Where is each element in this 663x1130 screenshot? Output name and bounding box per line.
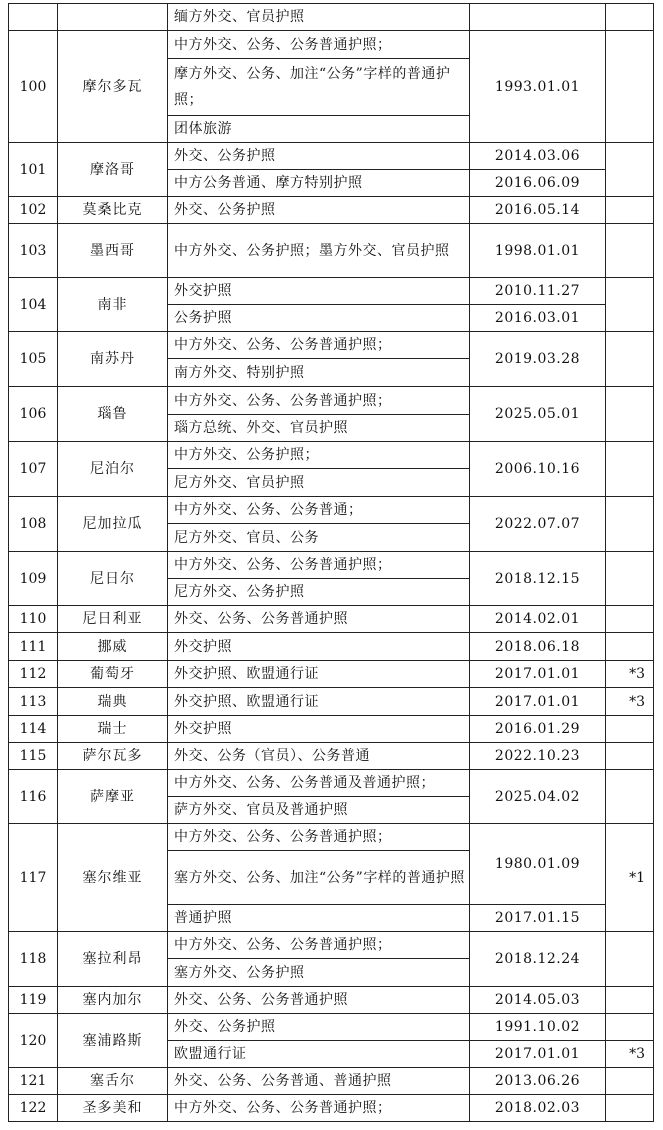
row-number: 116 (9, 770, 58, 824)
effective-date: 2017.01.01 (470, 661, 606, 688)
note-mark (606, 497, 654, 552)
country-name (58, 4, 168, 31)
effective-date: 2022.07.07 (470, 497, 606, 552)
country-name: 尼日尔 (58, 552, 168, 606)
row-number: 106 (9, 387, 58, 442)
table-row (9, 606, 654, 633)
note-mark (606, 442, 654, 497)
country-name: 墨西哥 (58, 224, 168, 278)
effective-date: 2017.01.15 (470, 905, 606, 932)
passport-type: 中方外交、公务护照；墨方外交、官员护照 (168, 224, 470, 278)
passport-type: 中方外交、公务、公务普通护照； (168, 932, 470, 959)
note-mark (606, 224, 654, 278)
row-number: 111 (9, 633, 58, 661)
passport-type: 中方公务普通、摩方特别护照 (168, 170, 470, 197)
table-row (9, 497, 654, 524)
passport-type: 欧盟通行证 (168, 1041, 470, 1068)
note-mark (606, 332, 654, 387)
note-mark: *3 (606, 688, 654, 716)
country-name: 塞舌尔 (58, 1068, 168, 1095)
effective-date: 2025.04.02 (470, 770, 606, 824)
effective-date: 2019.03.28 (470, 332, 606, 387)
country-name: 塞浦路斯 (58, 1014, 168, 1068)
table-row (9, 633, 654, 661)
note-mark (606, 1095, 654, 1122)
country-name: 萨摩亚 (58, 770, 168, 824)
note-mark (606, 4, 654, 31)
passport-type: 中方外交、公务、公务普通护照； (168, 387, 470, 415)
effective-date: 2017.01.01 (470, 1041, 606, 1068)
row-number: 108 (9, 497, 58, 552)
note-mark (606, 987, 654, 1014)
note-mark: *3 (606, 1041, 654, 1068)
table-row (9, 824, 654, 851)
note-mark (606, 387, 654, 442)
table-row (9, 688, 654, 716)
table-row (9, 332, 654, 359)
note-mark (606, 31, 654, 143)
row-number: 117 (9, 824, 58, 932)
effective-date: 2014.03.06 (470, 143, 606, 170)
passport-type: 外交、公务护照 (168, 1014, 470, 1041)
row-number: 119 (9, 987, 58, 1014)
effective-date: 2018.12.15 (470, 552, 606, 606)
effective-date: 2010.11.27 (470, 278, 606, 305)
country-name: 瑞士 (58, 716, 168, 743)
passport-type: 南方外交、特别护照 (168, 359, 470, 387)
table-row (9, 143, 654, 170)
passport-type: 外交护照 (168, 278, 470, 305)
note-mark: *1 (606, 824, 654, 932)
table-row (9, 442, 654, 469)
note-mark (606, 1068, 654, 1095)
country-name: 圣多美和 (58, 1095, 168, 1122)
table-row (9, 4, 654, 31)
passport-type: 塞方外交、公务、加注“公务”字样的普通护照 (168, 851, 470, 905)
country-name: 尼加拉瓜 (58, 497, 168, 552)
table-row (9, 716, 654, 743)
table-row (9, 197, 654, 224)
table-row (9, 278, 654, 305)
passport-type: 中方外交、公务、公务普通护照； (168, 332, 470, 359)
passport-type: 外交、公务、公务普通、普通护照 (168, 1068, 470, 1095)
effective-date: 2022.10.23 (470, 743, 606, 770)
note-mark (606, 716, 654, 743)
country-name: 摩尔多瓦 (58, 31, 168, 143)
effective-date: 2018.06.18 (470, 633, 606, 661)
row-number: 120 (9, 1014, 58, 1068)
effective-date: 2025.05.01 (470, 387, 606, 442)
country-name: 塞尔维亚 (58, 824, 168, 932)
passport-type: 尼方外交、公务护照 (168, 579, 470, 606)
passport-type: 外交、公务、公务普通护照 (168, 987, 470, 1014)
note-mark (606, 143, 654, 197)
effective-date: 2016.06.09 (470, 170, 606, 197)
effective-date: 1991.10.02 (470, 1014, 606, 1041)
row-number: 114 (9, 716, 58, 743)
passport-type: 中方外交、公务、公务普通及普通护照； (168, 770, 470, 797)
row-number: 110 (9, 606, 58, 633)
passport-type: 中方外交、公务、公务普通护照； (168, 1095, 470, 1122)
passport-type: 塞方外交、公务护照 (168, 959, 470, 987)
passport-type: 萨方外交、官员及普通护照 (168, 797, 470, 824)
note-mark (606, 197, 654, 224)
country-name: 南非 (58, 278, 168, 332)
effective-date: 2018.02.03 (470, 1095, 606, 1122)
visa-exemption-table (8, 3, 654, 1122)
effective-date: 1998.01.01 (470, 224, 606, 278)
passport-type: 中方外交、公务、公务普通； (168, 497, 470, 524)
table-row (9, 987, 654, 1014)
passport-type: 尼方外交、官员护照 (168, 469, 470, 497)
country-name: 尼泊尔 (58, 442, 168, 497)
row-number: 103 (9, 224, 58, 278)
passport-type: 外交、公务护照 (168, 197, 470, 224)
note-mark (606, 1014, 654, 1041)
passport-type: 团体旅游 (168, 116, 470, 143)
passport-type: 缅方外交、官员护照 (168, 4, 470, 31)
note-mark (606, 633, 654, 661)
table-row (9, 1014, 654, 1041)
row-number: 122 (9, 1095, 58, 1122)
passport-type: 摩方外交、公务、加注“公务”字样的普通护照； (168, 59, 470, 116)
passport-type: 中方外交、公务、公务普通护照； (168, 552, 470, 579)
row-number: 115 (9, 743, 58, 770)
effective-date: 2014.02.01 (470, 606, 606, 633)
country-name: 挪威 (58, 633, 168, 661)
note-mark (606, 932, 654, 987)
country-name: 尼日利亚 (58, 606, 168, 633)
row-number: 112 (9, 661, 58, 688)
table-row (9, 1068, 654, 1095)
passport-type: 外交、公务、公务普通护照 (168, 606, 470, 633)
note-mark: *3 (606, 661, 654, 688)
row-number: 107 (9, 442, 58, 497)
passport-type: 外交护照 (168, 716, 470, 743)
passport-type: 中方外交、公务护照； (168, 442, 470, 469)
country-name: 瑞典 (58, 688, 168, 716)
row-number: 105 (9, 332, 58, 387)
passport-type: 普通护照 (168, 905, 470, 932)
note-mark (606, 606, 654, 633)
effective-date: 2016.05.14 (470, 197, 606, 224)
row-number: 101 (9, 143, 58, 197)
effective-date: 1980.01.09 (470, 824, 606, 905)
country-name: 莫桑比克 (58, 197, 168, 224)
row-number: 104 (9, 278, 58, 332)
passport-type: 中方外交、公务、公务普通护照； (168, 824, 470, 851)
effective-date: 2017.01.01 (470, 688, 606, 716)
row-number: 102 (9, 197, 58, 224)
effective-date: 2014.05.03 (470, 987, 606, 1014)
passport-type: 外交护照、欧盟通行证 (168, 688, 470, 716)
table-row (9, 1095, 654, 1122)
passport-type: 外交、公务（官员）、公务普通 (168, 743, 470, 770)
country-name: 摩洛哥 (58, 143, 168, 197)
effective-date: 1993.01.01 (470, 31, 606, 143)
table-row (9, 552, 654, 579)
passport-type: 公务护照 (168, 305, 470, 332)
country-name: 塞内加尔 (58, 987, 168, 1014)
passport-type: 中方外交、公务、公务普通护照； (168, 31, 470, 59)
table-row (9, 770, 654, 797)
country-name: 瑙鲁 (58, 387, 168, 442)
table-row (9, 31, 654, 59)
passport-type: 外交、公务护照 (168, 143, 470, 170)
row-number (9, 4, 58, 31)
country-name: 南苏丹 (58, 332, 168, 387)
passport-type: 外交护照、欧盟通行证 (168, 661, 470, 688)
row-number: 100 (9, 31, 58, 143)
table-row (9, 224, 654, 278)
row-number: 118 (9, 932, 58, 987)
passport-type: 尼方外交、官员、公务 (168, 524, 470, 552)
table-row (9, 743, 654, 770)
row-number: 121 (9, 1068, 58, 1095)
row-number: 113 (9, 688, 58, 716)
effective-date: 2006.10.16 (470, 442, 606, 497)
table-row (9, 661, 654, 688)
country-name: 萨尔瓦多 (58, 743, 168, 770)
table-row (9, 387, 654, 415)
effective-date: 2013.06.26 (470, 1068, 606, 1095)
row-number: 109 (9, 552, 58, 606)
country-name: 塞拉利昂 (58, 932, 168, 987)
effective-date (470, 4, 606, 31)
passport-type: 瑙方总统、外交、官员护照 (168, 415, 470, 442)
note-mark (606, 278, 654, 332)
effective-date: 2018.12.24 (470, 932, 606, 987)
effective-date: 2016.03.01 (470, 305, 606, 332)
note-mark (606, 770, 654, 824)
passport-type: 外交护照 (168, 633, 470, 661)
country-name: 葡萄牙 (58, 661, 168, 688)
note-mark (606, 743, 654, 770)
note-mark (606, 552, 654, 606)
table-row (9, 932, 654, 959)
effective-date: 2016.01.29 (470, 716, 606, 743)
